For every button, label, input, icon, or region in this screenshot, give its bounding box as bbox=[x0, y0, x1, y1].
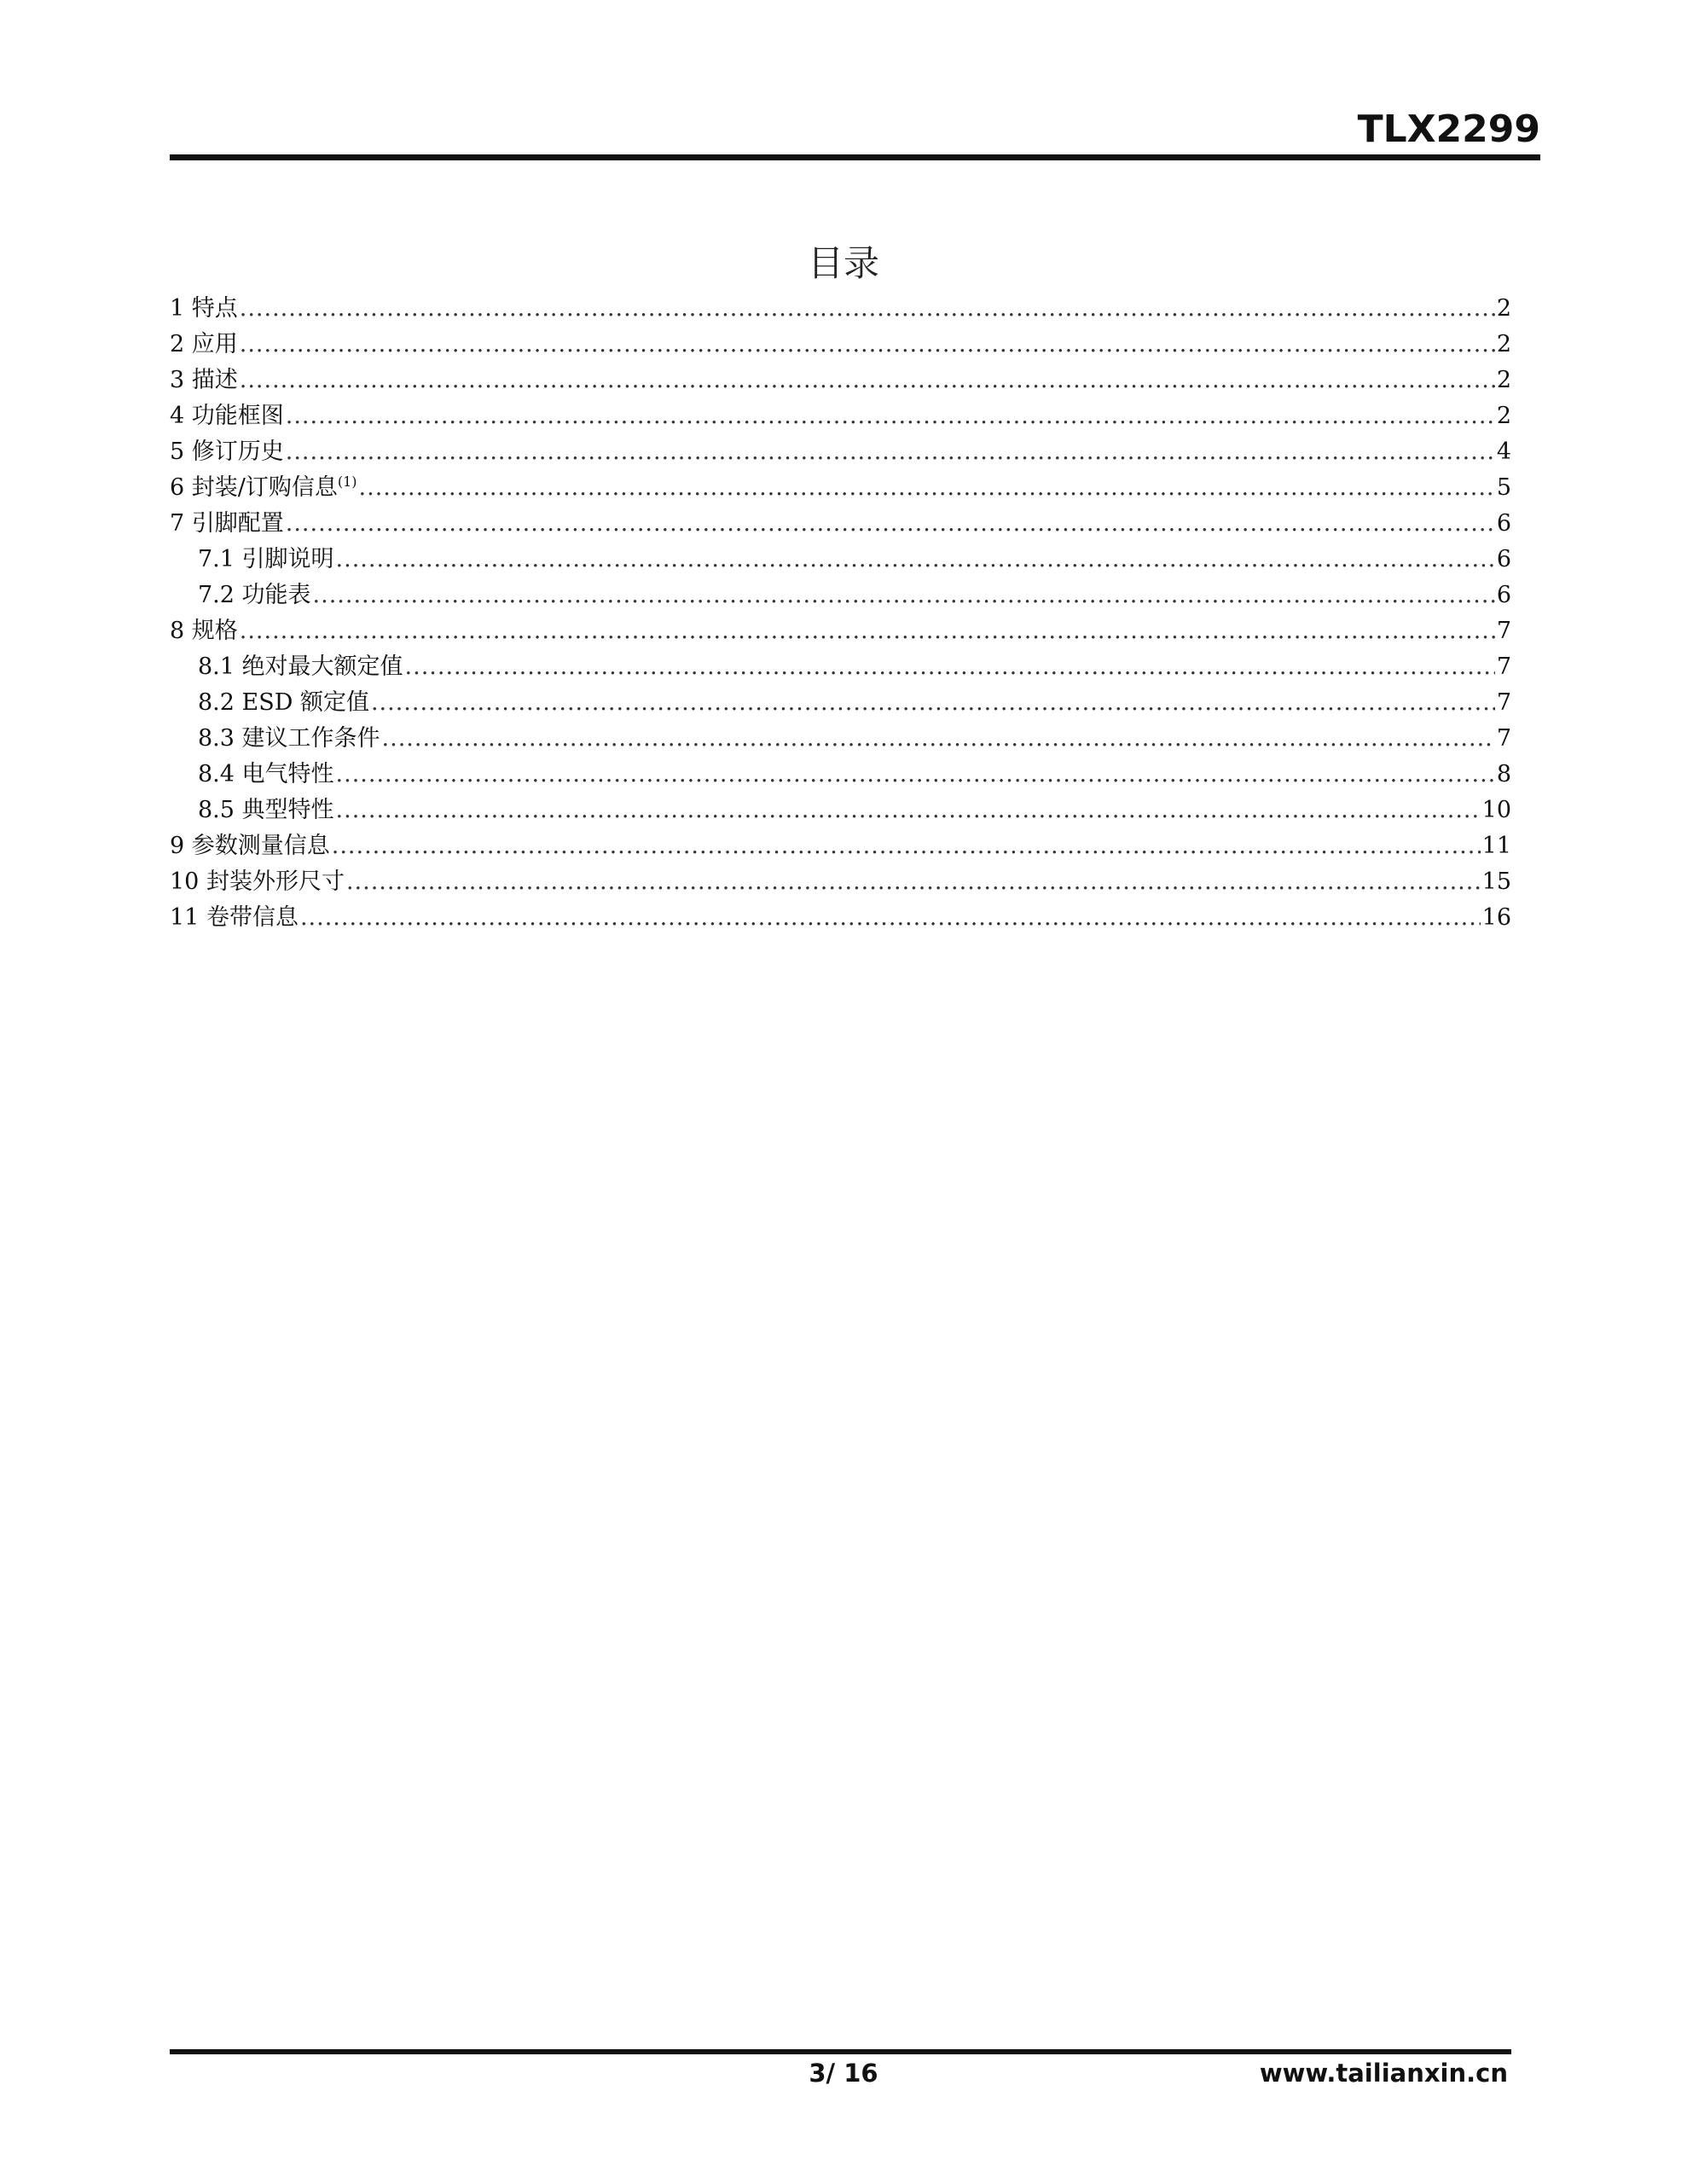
toc-dot-leader bbox=[240, 613, 1495, 649]
toc-entry-label: 8.3 建议工作条件 bbox=[198, 725, 380, 752]
toc-entry[interactable] bbox=[170, 291, 1511, 327]
toc-entry-page: 8 bbox=[1496, 761, 1511, 787]
toc-entry-page: 7 bbox=[1496, 725, 1511, 752]
toc-entry-label: 11 卷带信息 bbox=[170, 904, 299, 931]
toc-dot-leader bbox=[405, 649, 1495, 685]
toc-subentry[interactable] bbox=[170, 685, 1511, 721]
toc-entry[interactable] bbox=[170, 506, 1511, 542]
toc-entry-label: 5 修订历史 bbox=[170, 439, 284, 465]
toc-entry-label: 8.4 电气特性 bbox=[198, 761, 334, 787]
toc-entry-label: 8.2 ESD 额定值 bbox=[198, 689, 369, 716]
toc-dot-leader bbox=[336, 542, 1495, 578]
toc-entry[interactable] bbox=[170, 470, 1511, 506]
toc-dot-leader bbox=[336, 793, 1481, 828]
toc-entry-page: 2 bbox=[1496, 331, 1511, 357]
toc-entry-page: 5 bbox=[1496, 474, 1511, 501]
toc-subentry[interactable] bbox=[170, 793, 1511, 828]
toc-dot-leader bbox=[313, 578, 1495, 613]
toc-entry-label: 4 功能框图 bbox=[170, 403, 284, 429]
toc-entry-label: 7.2 功能表 bbox=[198, 582, 311, 608]
toc-title: 目录 bbox=[807, 242, 879, 284]
toc-entry[interactable] bbox=[170, 327, 1511, 363]
toc-entry-label: 10 封装外形尺寸 bbox=[170, 868, 345, 895]
toc-entry-page: 2 bbox=[1496, 367, 1511, 393]
toc-entry[interactable] bbox=[170, 363, 1511, 398]
toc-dot-leader bbox=[359, 470, 1495, 506]
toc-entry-label: 3 描述 bbox=[170, 367, 238, 393]
toc-entry-page: 6 bbox=[1496, 582, 1511, 608]
page-number: 3/ 16 bbox=[809, 2059, 878, 2088]
header-part-number: TLX2299 bbox=[1357, 107, 1540, 151]
toc-entry-page: 11 bbox=[1481, 833, 1511, 859]
toc-entry-label: 8 规格 bbox=[170, 618, 238, 644]
toc-entry-label: 9 参数测量信息 bbox=[170, 833, 330, 859]
toc-entry-page: 2 bbox=[1496, 295, 1511, 322]
toc-subentry[interactable] bbox=[170, 649, 1511, 685]
toc-dot-leader bbox=[382, 721, 1495, 757]
toc-entry-page: 4 bbox=[1496, 439, 1511, 465]
toc-subentry[interactable] bbox=[170, 757, 1511, 793]
toc-entry[interactable] bbox=[170, 864, 1511, 900]
toc-entry[interactable] bbox=[170, 434, 1511, 470]
toc-entry-page: 2 bbox=[1496, 403, 1511, 429]
toc-entry[interactable] bbox=[170, 398, 1511, 434]
toc-entry[interactable] bbox=[170, 613, 1511, 649]
toc-dot-leader bbox=[286, 506, 1495, 542]
header-divider bbox=[170, 154, 1540, 160]
toc-entry-page: 6 bbox=[1496, 510, 1511, 537]
toc-entry-label: 2 应用 bbox=[170, 331, 238, 357]
toc-dot-leader bbox=[240, 363, 1495, 398]
toc-entry-page: 7 bbox=[1496, 618, 1511, 644]
toc-dot-leader bbox=[286, 434, 1495, 470]
footer-divider bbox=[170, 2049, 1511, 2054]
toc-entry[interactable] bbox=[170, 900, 1511, 936]
toc-dot-leader bbox=[371, 685, 1495, 721]
toc-dot-leader bbox=[240, 291, 1495, 327]
footnote-marker: (1) bbox=[337, 473, 357, 490]
website-link[interactable]: www.tailianxin.cn bbox=[1259, 2059, 1508, 2088]
toc-subentry[interactable] bbox=[170, 721, 1511, 757]
toc-dot-leader bbox=[240, 327, 1495, 363]
toc-entry-label: 6 封装/订购信息$^{(1)}$ bbox=[170, 473, 357, 501]
toc-entry-page: 15 bbox=[1481, 868, 1511, 895]
toc-entry-label: 7 引脚配置 bbox=[170, 510, 284, 537]
toc-dot-leader bbox=[346, 864, 1481, 900]
toc-entry[interactable] bbox=[170, 828, 1511, 864]
toc-entry-label: 7.1 引脚说明 bbox=[198, 546, 334, 572]
toc-dot-leader bbox=[336, 757, 1495, 793]
toc-entry-label: 1 特点 bbox=[170, 295, 238, 322]
toc-subentry[interactable] bbox=[170, 542, 1511, 578]
toc-dot-leader bbox=[286, 398, 1495, 434]
toc-dot-leader bbox=[300, 900, 1481, 936]
toc-dot-leader bbox=[332, 828, 1481, 864]
toc-entry-page: 7 bbox=[1496, 689, 1511, 716]
toc-subentry[interactable] bbox=[170, 578, 1511, 613]
toc-entry-page: 16 bbox=[1481, 904, 1511, 931]
toc-entry-label: 8.5 典型特性 bbox=[198, 797, 334, 823]
toc-entry-page: 10 bbox=[1481, 797, 1511, 823]
toc-entry-page: 7 bbox=[1496, 653, 1511, 680]
table-of-contents bbox=[170, 291, 1511, 936]
toc-entry-page: 6 bbox=[1496, 546, 1511, 572]
toc-entry-label: 8.1 绝对最大额定值 bbox=[198, 653, 403, 680]
